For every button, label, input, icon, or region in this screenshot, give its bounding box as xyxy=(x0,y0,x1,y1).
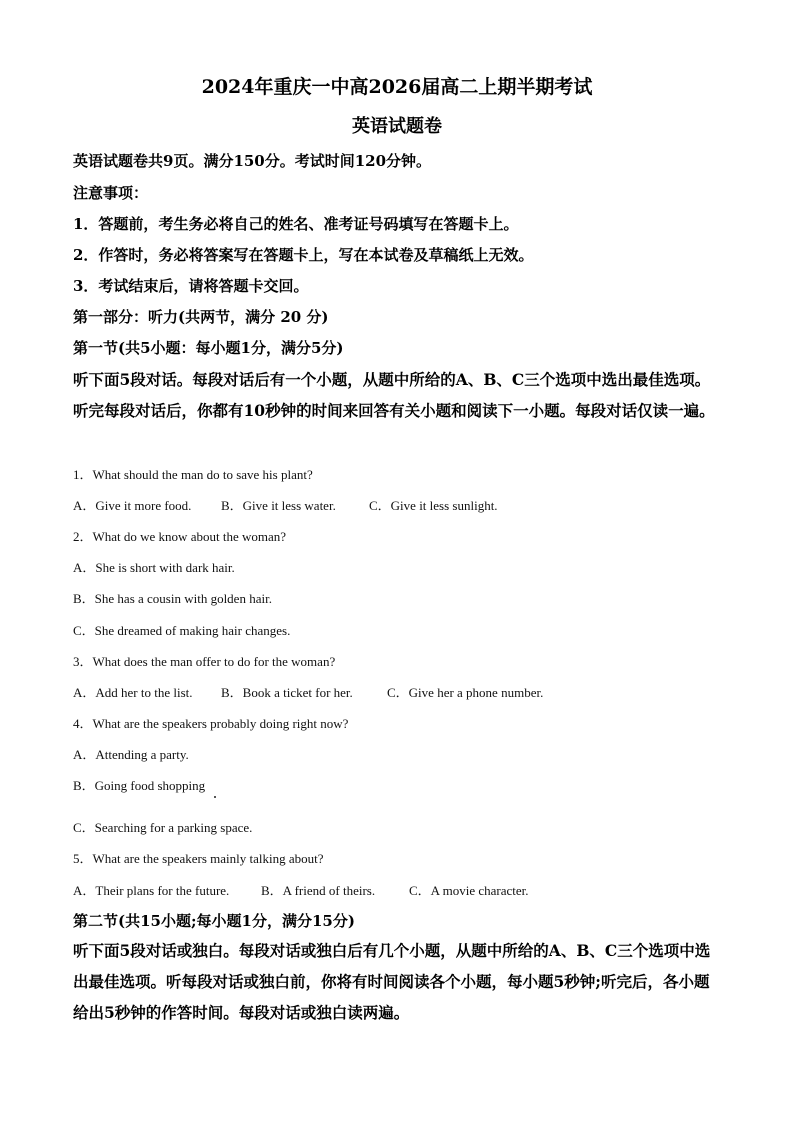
option-a: A．Their plans for the future. xyxy=(73,883,230,898)
notice-item: 2．作答时，务必将答案写在答题卡上，写在本试卷及草稿纸上无效。 xyxy=(73,246,534,264)
question-stem: 5．What are the speakers mainly talking about? xyxy=(73,851,324,866)
option-a: A．Attending a party. xyxy=(73,747,189,762)
question-options xyxy=(73,880,529,899)
stray-dot xyxy=(214,796,216,798)
option-b: B．Going food shopping xyxy=(73,778,206,793)
question-stem: 4．What are the speakers probably doing right now? xyxy=(73,716,349,731)
part1-heading: 第一部分：听力(共两节，满分 20 分) xyxy=(73,308,329,326)
option-a: A．She is short with dark hair. xyxy=(73,560,235,575)
option-c: C．She dreamed of making hair changes. xyxy=(73,623,291,638)
section2-heading: 第二节(共15小题;每小题1分，满分15分) xyxy=(73,912,355,930)
notice-heading: 注意事项： xyxy=(73,184,149,202)
exam-title: 2024年重庆一中高2026届高二上期半期考试 xyxy=(201,76,593,98)
exam-subtitle: 英语试题卷 xyxy=(352,116,442,137)
option-b: B．She has a cousin with golden hair. xyxy=(73,591,272,606)
option-a: A．Give it more food. xyxy=(73,498,192,513)
question-options xyxy=(73,495,498,514)
option-c: C．Give it less sunlight. xyxy=(369,498,498,513)
option-b: B．Give it less water. xyxy=(221,498,336,513)
section1-instructions: 听下面5段对话。每段对话后有一个小题，从题中所给的A、B、C三个选项中选出最佳选项。听完每段对话后，你都有10秒钟的时间来回答有关小题和阅读下一小题。每段对话仅读一遍。 xyxy=(73,370,715,420)
question-options xyxy=(73,682,543,701)
option-b: B．Book a ticket for her. xyxy=(221,685,353,700)
question-stem: 3．What does the man offer to do for the woman? xyxy=(73,654,336,669)
section1-heading: 第一节(共5小题：每小题1分，满分5分) xyxy=(73,339,344,357)
option-c: C．Give her a phone number. xyxy=(387,685,544,700)
option-c: C．Searching for a parking space. xyxy=(73,820,253,835)
option-b: B．A friend of theirs. xyxy=(261,883,376,898)
notice-item: 3．考试结束后，请将答题卡交回。 xyxy=(73,277,309,295)
question-stem: 2．What do we know about the woman? xyxy=(73,529,287,544)
exam-intro: 英语试题卷共9页。满分150分。考试时间120分钟。 xyxy=(73,152,432,170)
section2-instructions: 听下面5段对话或独白。每段对话或独白后有几个小题，从题中所给的A、B、C三个选项中选出最佳选项。听每段对话或独白前，你将有时间阅读各个小题，每小题5秒钟;听完后，各小题给出5秒钟的作答时间。每段对话或独白读两遍。 xyxy=(73,941,711,1022)
notice-item: 1．答题前，考生务必将自己的姓名、准考证号码填写在答题卡上。 xyxy=(73,215,519,233)
option-c: C．A movie character. xyxy=(409,883,529,898)
question-stem: 1．What should the man do to save his plant? xyxy=(73,467,313,482)
option-a: A．Add her to the list. xyxy=(73,685,193,700)
